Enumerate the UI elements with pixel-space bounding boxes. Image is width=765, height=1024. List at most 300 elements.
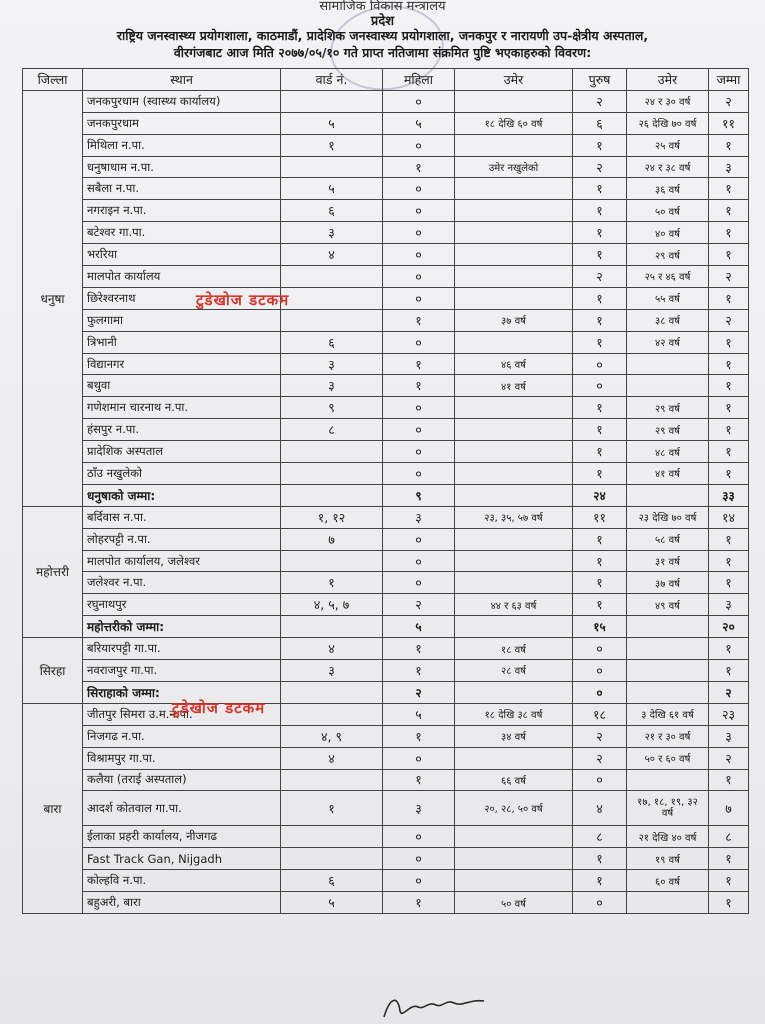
cell-male-age: ४० वर्ष: [627, 222, 709, 244]
cell-female-age: २०, २८, ५० वर्ष: [455, 791, 573, 826]
table-row: [23, 550, 749, 572]
cell-ward: [281, 266, 383, 288]
cell-total: २३: [709, 703, 749, 725]
cell-female-age: [455, 870, 573, 892]
cell-female: १: [383, 638, 455, 660]
col-header-district: जिल्ला: [23, 69, 83, 91]
cell-ward: ९: [281, 397, 383, 419]
cell-female-age: [455, 463, 573, 485]
cell-female-age: [455, 222, 573, 244]
cell-place: बहुअरी, बारा: [83, 892, 281, 914]
watermark-text: टुडेखोज डटकम: [196, 291, 290, 309]
cell-male-age: २३ देखि ७० वर्ष: [627, 506, 709, 528]
subtotal-female: ९: [383, 484, 455, 506]
cell-female-age: [455, 848, 573, 870]
cell-male-age: ३७ वर्ष: [627, 572, 709, 594]
cell-female: १: [383, 309, 455, 331]
cell-total: २: [709, 747, 749, 769]
cell-female: ०: [383, 572, 455, 594]
cell-female: ०: [383, 528, 455, 550]
subtotal-label: महोत्तरीको जम्मा:: [83, 616, 281, 638]
cell-female-age: ५० वर्ष: [455, 892, 573, 914]
cell-male: ४: [573, 791, 627, 826]
cell-female-age: ४६ वर्ष: [455, 353, 573, 375]
cell-ward: ४, ५, ७: [281, 594, 383, 616]
cell-male: १: [573, 134, 627, 156]
cell-female-age: [455, 200, 573, 222]
cell-place: बर्दिवास न.पा.: [83, 506, 281, 528]
cell-ward: ३: [281, 660, 383, 682]
cell-male-age: २४ र ३८ वर्ष: [627, 156, 709, 178]
subtotal-total: ३३: [709, 484, 749, 506]
cell-place: मालपोत कार्यालय: [83, 266, 281, 288]
cell-total: १: [709, 638, 749, 660]
cell-male: ११: [573, 506, 627, 528]
table-row: [23, 769, 749, 791]
table-row: [23, 156, 749, 178]
report-title-line-1: राष्ट्रिय जनस्वास्थ्य प्रयोगशाला, काठमाडौं, प्रादेशिक जनस्वास्थ्य प्रयोगशाला, जनकपुर र नारायणी उप-क्षेत्रीय अस्पताल,: [116, 28, 649, 43]
cell-male-age: ५० र ६० वर्ष: [627, 747, 709, 769]
subtotal-total: २०: [709, 616, 749, 638]
cell-female-age: [455, 528, 573, 550]
cell-male-age: २५ वर्ष: [627, 134, 709, 156]
cell-male: १: [573, 331, 627, 353]
cell-female: १: [383, 769, 455, 791]
cell-male-age: २९ वर्ष: [627, 419, 709, 441]
col-header-total: जम्मा: [709, 69, 749, 91]
cell-male: २: [573, 725, 627, 747]
cases-table: [22, 68, 749, 914]
table-row: [23, 178, 749, 200]
cell-ward: ३: [281, 222, 383, 244]
report-title-line-2: वीरगंजबाट आज मिति २०७७/०५/१० गते प्राप्त नतिजामा संक्रमित पुष्टि भएकाहरुको विवरण:: [173, 45, 592, 60]
cell-male: १: [573, 528, 627, 550]
table-row: [23, 528, 749, 550]
cell-place: बथुवा: [83, 375, 281, 397]
table-row: [23, 791, 749, 826]
cell-female-age: २८ वर्ष: [455, 660, 573, 682]
col-header-female-age: उमेर: [455, 69, 573, 91]
table-row: [23, 572, 749, 594]
cell-female-age: [455, 331, 573, 353]
cell-male-age: [627, 769, 709, 791]
subtotal-row-mahottari: [23, 616, 749, 638]
cell-female-age: [455, 550, 573, 572]
subtotal-female: २: [383, 681, 455, 703]
cell-place: छिरेश्वरनाथ: [83, 287, 281, 309]
cell-male: ०: [573, 892, 627, 914]
cell-place: जलेश्वर न.पा.: [83, 572, 281, 594]
cell-ward: ३: [281, 375, 383, 397]
subtotal-label: धनुषाको जम्मा:: [83, 484, 281, 506]
cell-total: ३: [709, 725, 749, 747]
cell-female: १: [383, 892, 455, 914]
cell-male: ८: [573, 826, 627, 848]
district-mahottari: महोत्तरी: [23, 506, 83, 637]
cell-place: Fast Track Gan, Nijgadh: [83, 848, 281, 870]
table-row: [23, 266, 749, 288]
cell-male-age: २१ देखि ४० वर्ष: [627, 826, 709, 848]
district-siraha: सिरहा: [23, 638, 83, 704]
subtotal-female: ५: [383, 616, 455, 638]
cell-female-age: १८ वर्ष: [455, 638, 573, 660]
cell-ward: [281, 90, 383, 112]
watermark-text: टुडेखोज डटकम: [172, 699, 266, 717]
cell-total: १: [709, 769, 749, 791]
cell-ward: ४: [281, 747, 383, 769]
cell-place: कलैया (तराई अस्पताल): [83, 769, 281, 791]
cell-place: कोल्हवि न.पा.: [83, 870, 281, 892]
cell-female-age: उमेर नखुलेको: [455, 156, 573, 178]
subtotal-row-dhanusha: [23, 484, 749, 506]
cell-female: ०: [383, 550, 455, 572]
cell-female-age: ६६ वर्ष: [455, 769, 573, 791]
col-header-ward: वार्ड नं.: [281, 69, 383, 91]
cell-total: १: [709, 244, 749, 266]
cell-male: ६: [573, 112, 627, 134]
cell-female: ०: [383, 200, 455, 222]
cell-male-age: ३ देखि ६१ वर्ष: [627, 703, 709, 725]
cell-place: रघुनाथपुर: [83, 594, 281, 616]
cell-male: १८: [573, 703, 627, 725]
cell-ward: ३: [281, 353, 383, 375]
cell-male-age: [627, 353, 709, 375]
subtotal-male: १५: [573, 616, 627, 638]
subtotal-male: २४: [573, 484, 627, 506]
cell-female-age: १८ देखि ३८ वर्ष: [455, 703, 573, 725]
cell-ward: ७: [281, 528, 383, 550]
cell-male: ०: [573, 353, 627, 375]
table-row: [23, 826, 749, 848]
district-dhanusha: धनुषा: [23, 90, 83, 506]
table-row: [23, 870, 749, 892]
cell-total: १: [709, 331, 749, 353]
cell-male: २: [573, 266, 627, 288]
cell-male-age: २६ देखि ७० वर्ष: [627, 112, 709, 134]
cell-female: ३: [383, 791, 455, 826]
cell-place: प्रादेशिक अस्पताल: [83, 441, 281, 463]
cell-female-age: ४४ र ६३ वर्ष: [455, 594, 573, 616]
cell-male-age: ४८ वर्ष: [627, 441, 709, 463]
cell-ward: [281, 550, 383, 572]
cell-total: १: [709, 178, 749, 200]
subtotal-row-siraha: [23, 681, 749, 703]
cell-total: १: [709, 353, 749, 375]
cell-male-age: ४२ वर्ष: [627, 331, 709, 353]
cell-ward: ६: [281, 200, 383, 222]
cell-female: १: [383, 375, 455, 397]
cell-female: ०: [383, 747, 455, 769]
cell-male: १: [573, 309, 627, 331]
cell-place: ठाँउ नखुलेको: [83, 463, 281, 485]
cell-ward: [281, 703, 383, 725]
cell-male: १: [573, 848, 627, 870]
cell-ward: ८: [281, 419, 383, 441]
cell-female-age: २३, ३५, ५७ वर्ष: [455, 506, 573, 528]
cell-male: १: [573, 397, 627, 419]
subtotal-male: ०: [573, 681, 627, 703]
cell-ward: १: [281, 791, 383, 826]
table-row: [23, 848, 749, 870]
cell-total: ११: [709, 112, 749, 134]
cell-place: जीतपुर सिमरा उ.म.न.पा.: [83, 703, 281, 725]
signature: [380, 993, 490, 1021]
cell-ward: १, १२: [281, 506, 383, 528]
cell-ward: ५: [281, 892, 383, 914]
cell-female: ०: [383, 134, 455, 156]
cell-male: १: [573, 441, 627, 463]
cell-ward: [281, 309, 383, 331]
cell-total: १: [709, 550, 749, 572]
cell-place: आदर्श कोतवाल गा.पा.: [83, 791, 281, 826]
cell-total: १: [709, 419, 749, 441]
cell-ward: ४: [281, 244, 383, 266]
cell-place: मिथिला न.पा.: [83, 134, 281, 156]
cell-female: ३: [383, 506, 455, 528]
cell-female: ०: [383, 441, 455, 463]
cell-male: १: [573, 550, 627, 572]
table-row: [23, 244, 749, 266]
cell-male-age: १७, १८, १९, ३२ वर्ष: [627, 791, 709, 826]
cell-place: भररिया: [83, 244, 281, 266]
cell-male-age: ३६ वर्ष: [627, 178, 709, 200]
cell-male: १: [573, 870, 627, 892]
cell-male: १: [573, 594, 627, 616]
cell-place: लोहरपट्टी न.पा.: [83, 528, 281, 550]
cell-male: २: [573, 156, 627, 178]
cell-place: बरियारपट्टी गा.पा.: [83, 638, 281, 660]
cell-place: विद्यानगर: [83, 353, 281, 375]
cell-male: १: [573, 222, 627, 244]
cell-ward: ६: [281, 870, 383, 892]
cell-place: त्रिभानी: [83, 331, 281, 353]
cell-female-age: [455, 747, 573, 769]
table-row: [23, 375, 749, 397]
cell-male-age: [627, 638, 709, 660]
cell-total: १: [709, 870, 749, 892]
cell-female-age: [455, 441, 573, 463]
cell-male-age: ५० वर्ष: [627, 200, 709, 222]
cell-place: जनकपुरधाम (स्वास्थ्य कार्यालय): [83, 90, 281, 112]
table-row: [23, 594, 749, 616]
cell-place: फुलगामा: [83, 309, 281, 331]
cell-female: ०: [383, 244, 455, 266]
cell-male-age: ६० वर्ष: [627, 870, 709, 892]
cell-female-age: [455, 397, 573, 419]
cell-ward: १: [281, 134, 383, 156]
table-row: [23, 134, 749, 156]
cell-total: १: [709, 463, 749, 485]
cell-male: १: [573, 419, 627, 441]
cell-female-age: [455, 244, 573, 266]
cell-total: १: [709, 397, 749, 419]
cell-male: ०: [573, 660, 627, 682]
col-header-male: पुरुष: [573, 69, 627, 91]
cell-male-age: ४१ वर्ष: [627, 463, 709, 485]
cell-female-age: [455, 419, 573, 441]
cell-place: मालपोत कार्यालय, जलेश्वर: [83, 550, 281, 572]
cell-place: ईलाका प्रहरी कार्यालय, नीजगढ: [83, 826, 281, 848]
cell-female-age: [455, 178, 573, 200]
cell-female: ०: [383, 266, 455, 288]
cell-female: १: [383, 156, 455, 178]
cell-male-age: २९ वर्ष: [627, 244, 709, 266]
cell-ward: ४: [281, 638, 383, 660]
cell-ward: [281, 287, 383, 309]
cell-total: २: [709, 266, 749, 288]
cell-total: १: [709, 660, 749, 682]
table-row: [23, 441, 749, 463]
cell-female: ०: [383, 419, 455, 441]
col-header-female: महिला: [383, 69, 455, 91]
cell-place: नगराइन न.पा.: [83, 200, 281, 222]
cell-female-age: ३७ वर्ष: [455, 309, 573, 331]
cell-male-age: ३१ वर्ष: [627, 550, 709, 572]
cell-female: ०: [383, 463, 455, 485]
cell-female: १: [383, 353, 455, 375]
cell-male: १: [573, 200, 627, 222]
cell-ward: ६: [281, 331, 383, 353]
cell-male: २: [573, 747, 627, 769]
cell-male-age: २१ र ३० वर्ष: [627, 725, 709, 747]
table-row: [23, 892, 749, 914]
header-row: [23, 69, 749, 91]
cell-female: ५: [383, 112, 455, 134]
cell-male: २: [573, 90, 627, 112]
cell-total: १: [709, 892, 749, 914]
table-row: [23, 703, 749, 725]
cell-female: ०: [383, 90, 455, 112]
table-row: [23, 90, 749, 112]
cell-place: गणेशमान चारनाथ न.पा.: [83, 397, 281, 419]
cell-female-age: [455, 826, 573, 848]
cell-male-age: २४ र ३० वर्ष: [627, 90, 709, 112]
cell-total: १: [709, 134, 749, 156]
cell-male-age: ४९ वर्ष: [627, 594, 709, 616]
cell-place: निजगढ न.पा.: [83, 725, 281, 747]
cell-ward: [281, 156, 383, 178]
cell-male-age: ५८ वर्ष: [627, 528, 709, 550]
subtotal-total: २: [709, 681, 749, 703]
cell-total: १: [709, 528, 749, 550]
cell-female: २: [383, 594, 455, 616]
cell-female: ०: [383, 826, 455, 848]
cell-female-age: [455, 134, 573, 156]
cell-female: १: [383, 660, 455, 682]
cell-place: धनुषाधाम न.पा.: [83, 156, 281, 178]
cell-total: १: [709, 441, 749, 463]
cell-male-age: २५ र ४६ वर्ष: [627, 266, 709, 288]
table-row: [23, 660, 749, 682]
cell-female-age: ४१ वर्ष: [455, 375, 573, 397]
cell-male-age: [627, 892, 709, 914]
cell-male: ०: [573, 638, 627, 660]
cell-female: ०: [383, 397, 455, 419]
cell-ward: [281, 769, 383, 791]
cell-female-age: [455, 90, 573, 112]
cell-total: १४: [709, 506, 749, 528]
table-row: [23, 747, 749, 769]
district-bara: बारा: [23, 703, 83, 913]
cell-male: १: [573, 178, 627, 200]
cell-male: १: [573, 244, 627, 266]
cell-female: ०: [383, 287, 455, 309]
cell-total: १: [709, 572, 749, 594]
cell-place: सबैला न.पा.: [83, 178, 281, 200]
cell-place: नवराजपुर गा.पा.: [83, 660, 281, 682]
cell-male-age: ५५ वर्ष: [627, 287, 709, 309]
cell-ward: [281, 826, 383, 848]
province-name: प्रदेश: [370, 14, 395, 29]
cell-female-age: [455, 266, 573, 288]
table-row: [23, 463, 749, 485]
table-row: [23, 287, 749, 309]
cell-female: ०: [383, 222, 455, 244]
cell-female: ५: [383, 703, 455, 725]
cell-total: ३: [709, 594, 749, 616]
table-row: [23, 353, 749, 375]
table-row: [23, 309, 749, 331]
ministry-name: सामाजिक विकास मन्त्रालय: [319, 0, 446, 14]
cell-male-age: [627, 660, 709, 682]
cell-ward: ४, ९: [281, 725, 383, 747]
cell-place: विश्रामपुर गा.पा.: [83, 747, 281, 769]
cell-male: १: [573, 463, 627, 485]
table-row: [23, 419, 749, 441]
cell-female-age: [455, 572, 573, 594]
cell-total: १: [709, 848, 749, 870]
cell-male-age: १९ वर्ष: [627, 848, 709, 870]
col-header-male-age: उमेर: [627, 69, 709, 91]
table-row: [23, 638, 749, 660]
cell-ward: ५: [281, 178, 383, 200]
cell-ward: [281, 441, 383, 463]
cell-male: ०: [573, 769, 627, 791]
cell-female: ०: [383, 870, 455, 892]
cell-total: २: [709, 309, 749, 331]
cell-female: ०: [383, 331, 455, 353]
cell-place: हंसपुर न.पा.: [83, 419, 281, 441]
cell-total: १: [709, 200, 749, 222]
cell-female: ०: [383, 848, 455, 870]
cell-female-age: [455, 287, 573, 309]
cell-male: ०: [573, 375, 627, 397]
cell-place: जनकपुरधाम: [83, 112, 281, 134]
cell-total: ७: [709, 791, 749, 826]
cell-ward: [281, 848, 383, 870]
cell-total: ३: [709, 156, 749, 178]
cell-male-age: २९ वर्ष: [627, 397, 709, 419]
table-row: [23, 725, 749, 747]
cell-total: २: [709, 90, 749, 112]
table-row: [23, 331, 749, 353]
cell-female: १: [383, 725, 455, 747]
table-row: [23, 397, 749, 419]
cell-ward: [281, 463, 383, 485]
cell-place: बटेश्वर गा.पा.: [83, 222, 281, 244]
cell-male-age: [627, 375, 709, 397]
cell-female: ०: [383, 178, 455, 200]
cell-male: १: [573, 287, 627, 309]
cell-total: १: [709, 222, 749, 244]
table-row: [23, 200, 749, 222]
table-row: [23, 222, 749, 244]
table-row: [23, 112, 749, 134]
cell-male-age: ३८ वर्ष: [627, 309, 709, 331]
cell-total: ८: [709, 826, 749, 848]
table-row: [23, 506, 749, 528]
cell-female-age: १८ देखि ६० वर्ष: [455, 112, 573, 134]
